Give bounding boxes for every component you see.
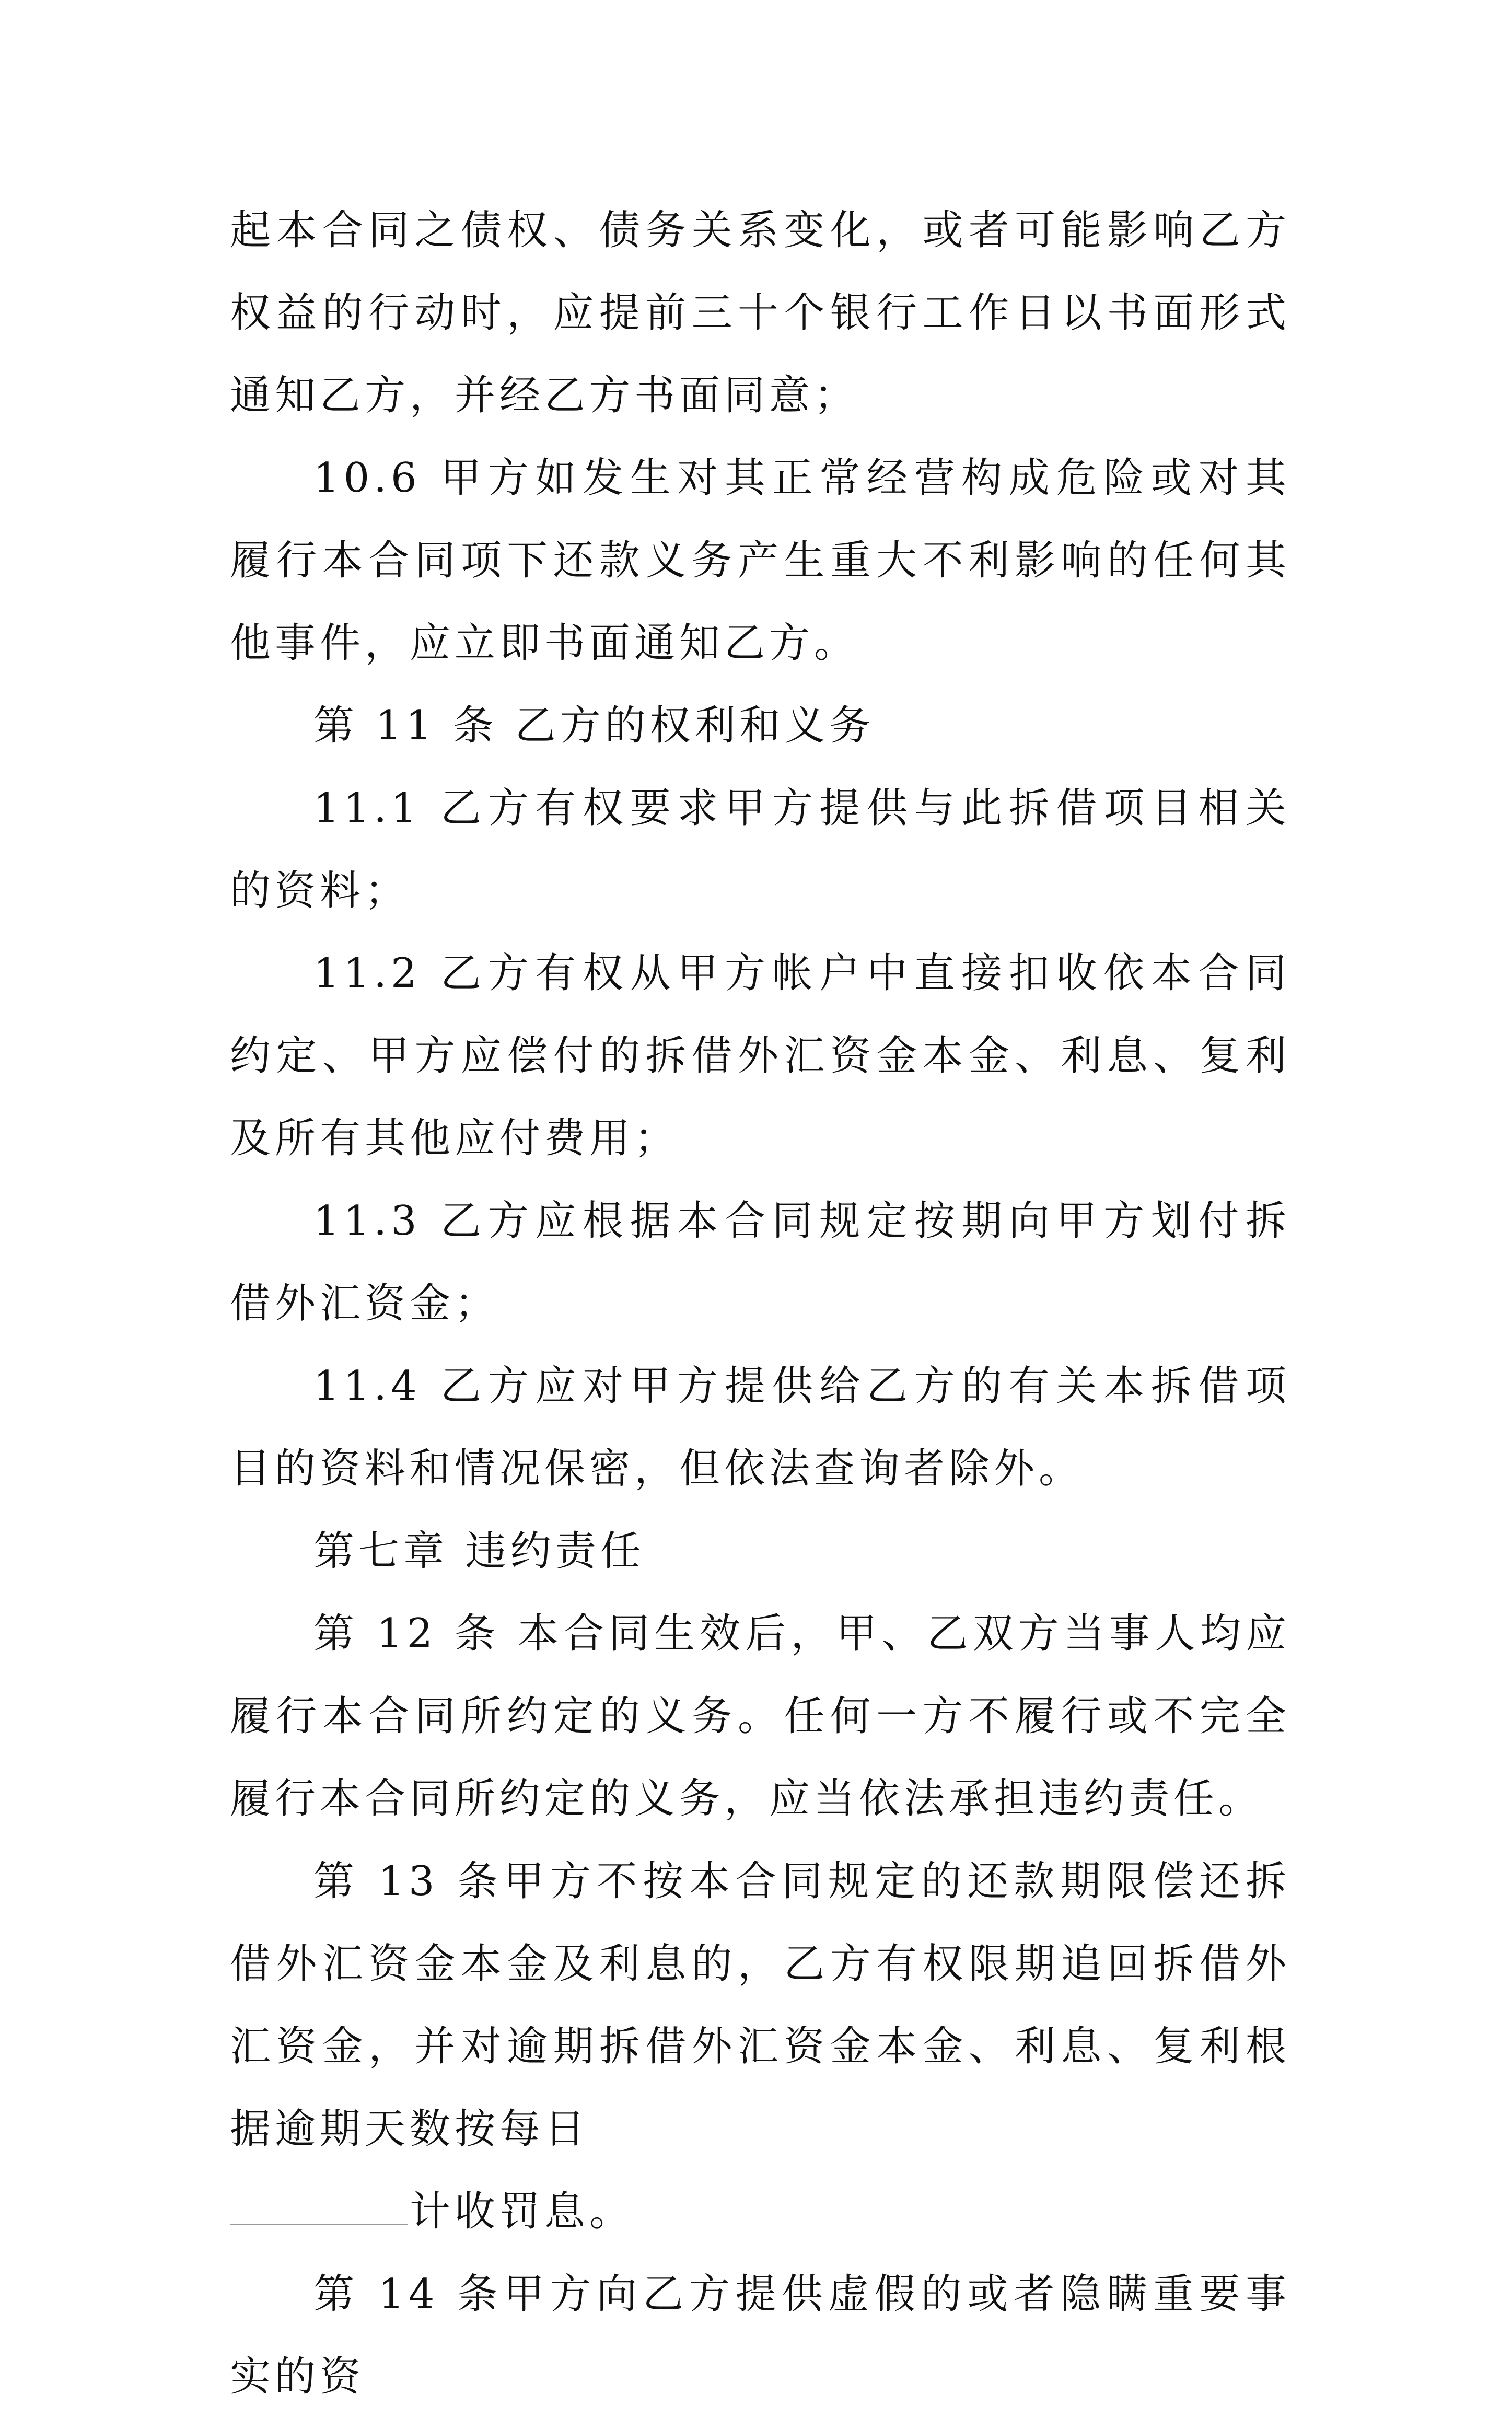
paragraph-11-3: 11.3 乙方应根据本合同规定按期向甲方划付拆借外汇资金； bbox=[230, 1198, 1290, 1327]
paragraph-article-13: 第 13 条甲方不按本合同规定的还款期限偿还拆借外汇资金本金及利息的，乙方有权限期追回拆借外汇资金，并对逾期拆借外汇资金本金、利息、复利根据逾期天数按每日 bbox=[230, 1858, 1290, 2153]
document-body bbox=[230, 189, 1290, 2418]
paragraph-article-12: 第 12 条 本合同生效后，甲、乙双方当事人均应履行本合同所约定的义务。任何一方不履行或不完全履行本合同所约定的义务，应当依法承担违约责任。 bbox=[230, 1610, 1290, 1822]
paragraph-11-4: 11.4 乙方应对甲方提供给乙方的有关本拆借项目的资料和情况保密，但依法查询者除外。 bbox=[230, 1363, 1290, 1492]
paragraph-article-13-penalty bbox=[230, 2170, 1290, 2253]
paragraph-11-2: 11.2 乙方有权从甲方帐户中直接扣收依本合同约定、甲方应偿付的拆借外汇资金本金、利息、复利及所有其他应付费用； bbox=[230, 950, 1290, 1162]
paragraph-10-6: 10.6 甲方如发生对其正常经营构成危险或对其履行本合同项下还款义务产生重大不利影响的任何其他事件，应立即书面通知乙方。 bbox=[230, 455, 1290, 667]
paragraph-11-1: 11.1 乙方有权要求甲方提供与此拆借项目相关的资料； bbox=[230, 785, 1290, 914]
paragraph-article-14: 第 14 条甲方向乙方提供虚假的或者隐瞒重要事实的资 bbox=[230, 2271, 1290, 2400]
penalty-text: 计收罚息。 bbox=[410, 2188, 635, 2235]
heading-article-11: 第 11 条 乙方的权利和义务 bbox=[313, 702, 875, 749]
heading-chapter-7: 第七章 违约责任 bbox=[313, 1528, 645, 1575]
paragraph-notice-continuation: 起本合同之债权、债务关系变化，或者可能影响乙方权益的行动时，应提前三十个银行工作日以书面形式通知乙方，并经乙方书面同意； bbox=[230, 207, 1290, 419]
fill-in-blank[interactable] bbox=[230, 2182, 408, 2225]
